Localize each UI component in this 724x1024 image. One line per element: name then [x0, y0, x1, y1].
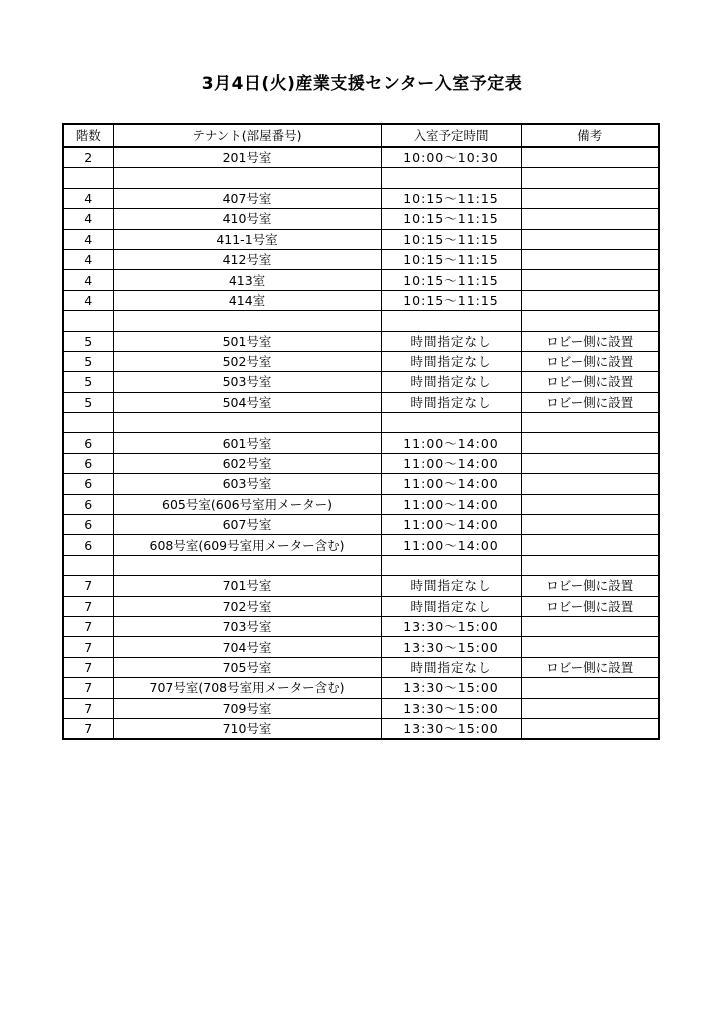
table-row: [63, 392, 659, 412]
cell-note: [521, 678, 659, 698]
cell-note: ロビー側に設置: [521, 596, 659, 616]
table-row: [63, 535, 659, 555]
cell-tenant: [113, 311, 381, 331]
cell-tenant: 605号室(606号室用メーター): [113, 494, 381, 514]
cell-floor: 5: [63, 351, 113, 371]
cell-note: [521, 453, 659, 473]
table-row: [63, 576, 659, 596]
cell-time: 11:00〜14:00: [381, 535, 521, 555]
cell-time: [381, 555, 521, 575]
cell-note: [521, 147, 659, 168]
cell-note: [521, 290, 659, 310]
table-body: [63, 147, 659, 739]
table-row: [63, 311, 659, 331]
cell-time: 11:00〜14:00: [381, 494, 521, 514]
table-header-row: [63, 124, 659, 147]
cell-tenant: [113, 413, 381, 433]
table-row: [63, 474, 659, 494]
cell-note: [521, 555, 659, 575]
cell-tenant: 201号室: [113, 147, 381, 168]
cell-note: [521, 413, 659, 433]
cell-time: 時間指定なし: [381, 392, 521, 412]
cell-floor: [63, 555, 113, 575]
cell-time: 11:00〜14:00: [381, 474, 521, 494]
cell-floor: 6: [63, 453, 113, 473]
cell-tenant: 709号室: [113, 698, 381, 718]
page-title: 3月4日(火)産業支援センター入室予定表: [201, 74, 523, 94]
cell-tenant: 410号室: [113, 209, 381, 229]
cell-floor: 6: [63, 515, 113, 535]
cell-floor: 5: [63, 331, 113, 351]
cell-tenant: 701号室: [113, 576, 381, 596]
cell-floor: 4: [63, 249, 113, 269]
cell-tenant: [113, 555, 381, 575]
cell-floor: [63, 413, 113, 433]
table-row: [63, 209, 659, 229]
cell-note: [521, 515, 659, 535]
cell-floor: 5: [63, 392, 113, 412]
cell-note: [521, 616, 659, 636]
cell-note: [521, 494, 659, 514]
cell-floor: 5: [63, 372, 113, 392]
cell-note: [521, 718, 659, 739]
cell-tenant: 705号室: [113, 657, 381, 677]
cell-time: 10:15〜11:15: [381, 249, 521, 269]
header-floor: 階数: [63, 124, 113, 147]
cell-tenant: 707号室(708号室用メーター含む): [113, 678, 381, 698]
table-row: [63, 188, 659, 208]
table-row: [63, 413, 659, 433]
table-row: [63, 290, 659, 310]
cell-tenant: 413室: [113, 270, 381, 290]
cell-time: 時間指定なし: [381, 372, 521, 392]
cell-tenant: 608号室(609号室用メーター含む): [113, 535, 381, 555]
table-row: [63, 555, 659, 575]
cell-floor: 2: [63, 147, 113, 168]
cell-note: [521, 229, 659, 249]
cell-time: 13:30〜15:00: [381, 678, 521, 698]
cell-floor: 4: [63, 270, 113, 290]
cell-note: [521, 474, 659, 494]
cell-time: 11:00〜14:00: [381, 433, 521, 453]
cell-tenant: 504号室: [113, 392, 381, 412]
cell-floor: 4: [63, 229, 113, 249]
cell-floor: 4: [63, 209, 113, 229]
cell-tenant: 710号室: [113, 718, 381, 739]
cell-note: [521, 188, 659, 208]
header-time: 入室予定時間: [381, 124, 521, 147]
table-row: [63, 515, 659, 535]
cell-floor: 7: [63, 616, 113, 636]
cell-floor: 7: [63, 576, 113, 596]
cell-time: 時間指定なし: [381, 576, 521, 596]
cell-floor: 4: [63, 290, 113, 310]
cell-time: 10:15〜11:15: [381, 209, 521, 229]
cell-note: [521, 270, 659, 290]
cell-tenant: 407号室: [113, 188, 381, 208]
cell-floor: 6: [63, 494, 113, 514]
cell-tenant: 502号室: [113, 351, 381, 371]
cell-floor: 4: [63, 188, 113, 208]
cell-floor: 6: [63, 535, 113, 555]
cell-floor: 7: [63, 657, 113, 677]
table-row: [63, 249, 659, 269]
cell-time: 時間指定なし: [381, 351, 521, 371]
table-row: [63, 698, 659, 718]
cell-floor: 7: [63, 637, 113, 657]
cell-tenant: 703号室: [113, 616, 381, 636]
header-tenant: テナント(部屋番号): [113, 124, 381, 147]
table-row: [63, 168, 659, 188]
table-row: [63, 657, 659, 677]
table-row: [63, 637, 659, 657]
cell-floor: 7: [63, 596, 113, 616]
cell-note: [521, 209, 659, 229]
cell-note: [521, 637, 659, 657]
table-row: [63, 616, 659, 636]
cell-time: 10:15〜11:15: [381, 229, 521, 249]
cell-floor: [63, 168, 113, 188]
cell-floor: 7: [63, 718, 113, 739]
cell-note: ロビー側に設置: [521, 331, 659, 351]
cell-time: 10:15〜11:15: [381, 270, 521, 290]
table-row: [63, 433, 659, 453]
cell-note: [521, 311, 659, 331]
table-row: [63, 351, 659, 371]
cell-tenant: 702号室: [113, 596, 381, 616]
cell-time: 時間指定なし: [381, 657, 521, 677]
cell-note: ロビー側に設置: [521, 351, 659, 371]
cell-tenant: 704号室: [113, 637, 381, 657]
table-row: [63, 596, 659, 616]
cell-floor: 7: [63, 698, 113, 718]
cell-time: 時間指定なし: [381, 331, 521, 351]
cell-time: 13:30〜15:00: [381, 616, 521, 636]
cell-note: ロビー側に設置: [521, 657, 659, 677]
cell-note: ロビー側に設置: [521, 372, 659, 392]
cell-tenant: 607号室: [113, 515, 381, 535]
table-row: [63, 494, 659, 514]
cell-tenant: 412号室: [113, 249, 381, 269]
table-row: [63, 678, 659, 698]
cell-time: [381, 413, 521, 433]
cell-note: [521, 535, 659, 555]
cell-time: [381, 311, 521, 331]
cell-tenant: 602号室: [113, 453, 381, 473]
cell-floor: [63, 311, 113, 331]
cell-time: 10:00〜10:30: [381, 147, 521, 168]
cell-note: [521, 168, 659, 188]
cell-tenant: 601号室: [113, 433, 381, 453]
cell-floor: 6: [63, 474, 113, 494]
cell-time: 13:30〜15:00: [381, 698, 521, 718]
cell-time: [381, 168, 521, 188]
table-row: [63, 331, 659, 351]
table-row: [63, 229, 659, 249]
cell-note: ロビー側に設置: [521, 576, 659, 596]
cell-note: ロビー側に設置: [521, 392, 659, 412]
cell-time: 13:30〜15:00: [381, 637, 521, 657]
cell-note: [521, 698, 659, 718]
table-row: [63, 453, 659, 473]
cell-time: 時間指定なし: [381, 596, 521, 616]
cell-floor: 7: [63, 678, 113, 698]
cell-note: [521, 433, 659, 453]
cell-tenant: 603号室: [113, 474, 381, 494]
cell-time: 10:15〜11:15: [381, 290, 521, 310]
cell-time: 13:30〜15:00: [381, 718, 521, 739]
cell-time: 11:00〜14:00: [381, 515, 521, 535]
cell-time: 10:15〜11:15: [381, 188, 521, 208]
cell-time: 11:00〜14:00: [381, 453, 521, 473]
cell-tenant: [113, 168, 381, 188]
cell-tenant: 501号室: [113, 331, 381, 351]
table-row: [63, 270, 659, 290]
cell-tenant: 411-1号室: [113, 229, 381, 249]
table-row: [63, 372, 659, 392]
table-row: [63, 147, 659, 168]
header-note: 備考: [521, 124, 659, 147]
cell-tenant: 414室: [113, 290, 381, 310]
cell-floor: 6: [63, 433, 113, 453]
schedule-table: [62, 123, 660, 740]
cell-note: [521, 249, 659, 269]
cell-tenant: 503号室: [113, 372, 381, 392]
table-row: [63, 718, 659, 739]
